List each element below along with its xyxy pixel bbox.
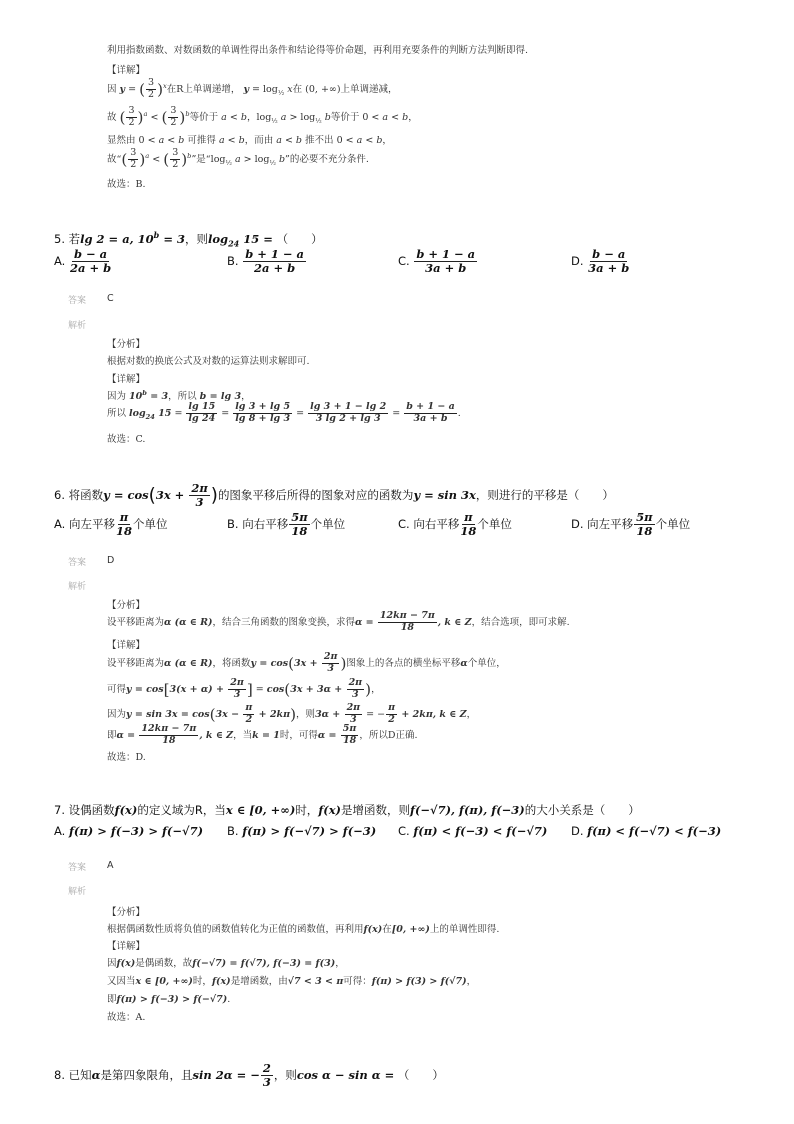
- q5-fx-header: 【分析】: [107, 339, 146, 350]
- q7-detail-line-1: 因f(x)是偶函数，故f(−√7) = f(√7), f(−3) = f(3)，: [107, 958, 345, 969]
- q7-stem: 7. 设偶函数f(x)的定义域为R，当x ∈ [0, +∞)时，f(x)是增函数，则f(−√7), f(π), f(−3)的大小关系是（ ）: [54, 803, 640, 817]
- q4-choose: 故选：B.: [107, 179, 146, 190]
- q6-option-c[interactable]: C. 向右平移 $\frac{\pi}{18}$ 个单位: [398, 510, 512, 539]
- q5-option-c[interactable]: C. $\frac{b + 1 - a}{3a + b}$: [398, 247, 476, 276]
- q7-detail-line-3: 即f(π) > f(−3) > f(−√7).: [107, 994, 231, 1005]
- q5-option-a[interactable]: A. $\frac{b - a}{2a + b}$: [54, 247, 112, 276]
- q6-option-a[interactable]: A. 向左平移 $\frac{\pi}{18}$ 个单位: [54, 510, 168, 539]
- q8-stem: 8. 已知α是第四象限角，且sin 2α = − $\frac{2}{3}$ ，则cos α − sin α = （ ）: [54, 1061, 444, 1090]
- q7-fx-header: 【分析】: [107, 907, 146, 918]
- q7-option-a[interactable]: A. f(π) > f(−3) > f(−√7): [54, 824, 204, 838]
- q5-choose: 故选：C.: [107, 434, 146, 445]
- q6-analysis-label: 解析: [68, 582, 87, 592]
- q6-option-d[interactable]: D. 向左平移 $\frac{5\pi}{18}$ 个单位: [571, 510, 691, 539]
- q5-detail-line-1: 因为 $10^b = 3$，所以 b = lg 3，: [107, 388, 251, 402]
- q6-detail-line-2: 可得y = cos[3(x + α) + $\frac{2\pi}{3}$ ] = cos(3x + 3α + $\frac{2\pi}{3}$ )，: [107, 677, 381, 700]
- q6-option-b[interactable]: B. 向右平移 $\frac{5\pi}{18}$ 个单位: [227, 510, 346, 539]
- q7-option-d[interactable]: D. f(π) < f(−√7) < f(−3): [571, 824, 722, 838]
- q6-detail-header: 【详解】: [107, 640, 146, 651]
- q4-detail-line-3: 显然由 0 < a < b 可推得 a < b，而由 a < b 推不出 0 < a < b，: [107, 135, 392, 146]
- q7-answer-label: 答案: [68, 863, 87, 873]
- q6-detail-line-4: 即α = $\frac{12k\pi - 7\pi}{18}$ , k ∈ Z，当k = 1时，可得α = $\frac{5\pi}{18}$ ，所以D正确.: [107, 723, 418, 746]
- q7-answer: A: [107, 860, 114, 871]
- q4-detail-line-2: 故 ( $\frac{3}{2}$ )$^a$ < ( $\frac{3}{2}$ )$^b$等价于 a < b，$\log_{\frac{1}{2}} a > \log_{\frac{1}{2}} b$等价于 0 < a < b，: [107, 105, 418, 128]
- q7-choose: 故选：A.: [107, 1012, 146, 1023]
- q6-answer-label: 答案: [68, 558, 87, 568]
- q5-option-d[interactable]: D. $\frac{b - a}{3a + b}$: [571, 247, 630, 276]
- q7-analysis-label: 解析: [68, 887, 87, 897]
- q5-detail-line-2: 所以 $\log_{24} 15$ = $\frac{\lg 15}{\lg 24}$ = $\frac{\lg 3 + \lg 5}{\lg 8 + \lg 3}$ = $\frac{\lg 3 + 1 - \lg 2}{3 \lg 2 + \lg 3}$ = $\frac{b + 1 - a}{3a + b}$ .: [107, 401, 461, 424]
- q6-answer: D: [107, 555, 115, 566]
- q5-answer: C: [107, 293, 114, 304]
- q7-detail-line-2: 又因当x ∈ [0, +∞)时，f(x)是增函数，由√7 < 3 < π可得：f(π) > f(3) > f(√7)，: [107, 976, 477, 987]
- q6-stem: 6. 将函数y = cos(3x + $\frac{2\pi}{3}$ )的图象平移后所得的图象对应的函数为y = sin 3x，则进行的平移是（ ）: [54, 481, 614, 510]
- q4-detail-line-1: 因 y = ( $\frac{3}{2}$ )$^x$在R上单调递增， $y = \log_{\frac{1}{2}} x$在 (0, +∞)上单调递减，: [107, 77, 398, 100]
- q4-detail-line-4: 故“( $\frac{3}{2}$ )$^a$ < ( $\frac{3}{2}$ )$^b$”是“$\log_{\frac{1}{2}}$ $a > \log_{\frac{1}{2}} b$”的必要不充分条件.: [107, 147, 369, 170]
- q6-detail-line-3: 因为y = sin 3x = cos(3x − $\frac{\pi}{2}$ + 2kπ)，则3α + $\frac{2\pi}{3}$ = − $\frac{\pi}{2}$ + 2kπ, k ∈ Z，: [107, 702, 477, 725]
- q6-fx-header: 【分析】: [107, 600, 146, 611]
- q4-analysis-text: 利用指数函数、对数函数的单调性得出条件和结论得等价命题，再利用充要条件的判断方法判断即得.: [107, 45, 529, 56]
- q5-answer-label: 答案: [68, 296, 87, 306]
- q5-fx-text: 根据对数的换底公式及对数的运算法则求解即可.: [107, 356, 310, 367]
- q6-choose: 故选：D.: [107, 752, 146, 763]
- q6-fx-text: 设平移距离为α (α ∈ R)，结合三角函数的图象变换，求得α = $\frac{12k\pi - 7\pi}{18}$ , k ∈ Z，结合选项，即可求解.: [107, 610, 570, 633]
- q6-detail-line-1: 设平移距离为α (α ∈ R)，将函数y = cos(3x + $\frac{2\pi}{3}$ )图象上的各点的横坐标平移α个单位，: [107, 651, 506, 674]
- q5-stem: 5. 若lg 2 = a, $10^b = 3$，则$\log_{24} 15$ = （ ）: [54, 230, 323, 249]
- q7-detail-header: 【详解】: [107, 941, 146, 952]
- q5-detail-header: 【详解】: [107, 374, 146, 385]
- q4-detail-header: 【详解】: [107, 65, 146, 76]
- q7-option-c[interactable]: C. f(π) < f(−3) < f(−√7): [398, 824, 548, 838]
- q5-option-b[interactable]: B. $\frac{b + 1 - a}{2a + b}$: [227, 247, 304, 276]
- q5-analysis-label: 解析: [68, 321, 87, 331]
- q7-option-b[interactable]: B. f(π) > f(−√7) > f(−3): [227, 824, 377, 838]
- q7-fx-text: 根据偶函数性质将负值的函数值转化为正值的函数值，再利用f(x)在[0, +∞)上的单调性即得.: [107, 924, 500, 935]
